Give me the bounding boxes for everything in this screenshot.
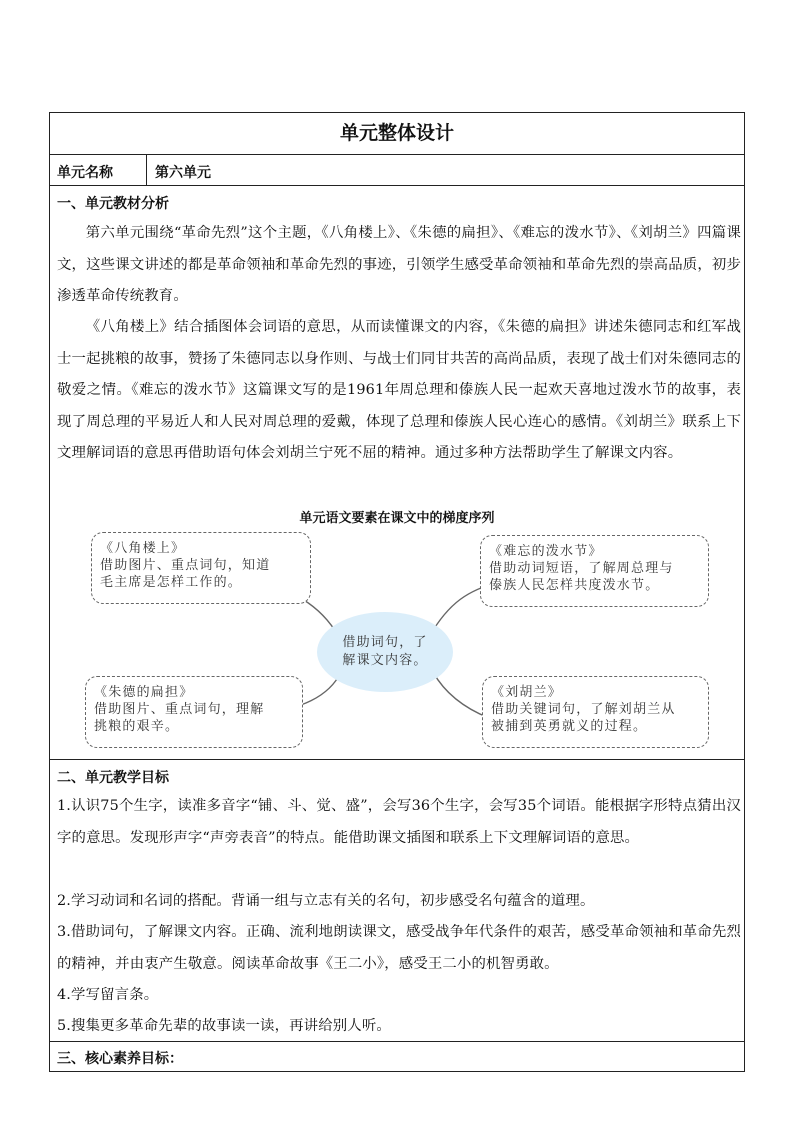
- divider: [49, 185, 745, 186]
- diagram-title: 单元语文要素在课文中的梯度序列: [299, 511, 495, 526]
- goal-item-5: 5.搜集更多革命先辈的故事读一读，再讲给别人听。: [57, 1018, 391, 1034]
- unit-name-value: 第六单元: [155, 165, 211, 181]
- unit-name-label: 单元名称: [57, 165, 113, 181]
- box-line: 被捕到英勇就义的过程。: [491, 719, 648, 734]
- goal-item-2: 2.学习动词和名词的搭配。背诵一组与立志有关的名句，初步感受名句蕴含的道理。: [57, 893, 595, 909]
- goal-item-4: 4.学写留言条。: [57, 987, 159, 1003]
- divider: [49, 154, 745, 155]
- box-baijiaolou: [91, 532, 311, 604]
- section-heading-analysis: 一、单元教材分析: [57, 196, 169, 212]
- box-line: 傣族人民怎样共度泼水节。: [489, 578, 660, 593]
- page-title: 单元整体设计: [339, 122, 454, 144]
- section-heading-literacy: 三、核心素养目标：: [57, 1051, 183, 1067]
- goal-item-1: 1.认识75个生字，读准多音字“铺、斗、觉、盛”，会写36个生字，会写35个词语。能根据字形特点猜出汉字的意思。发现形声字“声旁表音”的特点。能借助课文插图和联系上下文理解词语的意思。: [57, 798, 741, 846]
- box-title: 《朱德的扁担》: [94, 685, 194, 700]
- box-line: 毛主席是怎样工作的。: [100, 575, 243, 590]
- analysis-paragraph-2: 《八角楼上》结合插图体会词语的意思，从而读懂课文的内容，《朱德的扁担》讲述朱德同志和红军战士一起挑粮的故事，赞扬了朱德同志以身作则、与战士们同甘共苦的高尚品质，表现了战士们对朱德同志的敬爱之情。《难忘的泼水节》这篇课文写的是1961年周总理和傣族人民一起欢天喜地过泼水节的故事，表现了周总理的平易近人和人民对周总理的爱戴，体现了总理和傣族人民心连心的感情。《刘胡兰》联系上下文理解词语的意思再借助语句体会刘胡兰宁死不屈的精神。通过多种方法帮助学生了解课文内容。: [57, 319, 741, 461]
- box-liuhulan: [482, 676, 709, 748]
- connector-bottom-right: [433, 672, 489, 718]
- analysis-paragraph-1: 第六单元围绕“革命先烈”这个主题，《八角楼上》、《朱德的扁担》、《难忘的泼水节》、《刘胡兰》四篇课文，这些课文讲述的都是革命领袖和革命先烈的事迹，引领学生感受革命领袖和革命先烈的崇高品质，初步渗透革命传统教育。: [57, 225, 741, 304]
- box-line: 借助图片、重点词句，理解: [94, 702, 265, 717]
- divider: [146, 154, 147, 185]
- unit-design-table: [49, 112, 745, 1072]
- goal-item-3: 3.借助词句，了解课文内容。正确、流利地朗读课文，感受战争年代条件的艰苦，感受革命领袖和革命先烈的精神，并由衷产生敬意。阅读革命故事《王二小》，感受王二小的机智勇敢。: [57, 924, 741, 972]
- box-zhude: [85, 676, 303, 748]
- box-poshuijie: [480, 535, 709, 607]
- box-line: 借助关键词句，了解刘胡兰从: [491, 702, 676, 717]
- box-line: 挑粮的艰辛。: [94, 719, 180, 734]
- section-heading-goals: 二、单元教学目标: [57, 770, 169, 786]
- center-line: 解课文内容。: [342, 653, 428, 668]
- box-line: 借助动词短语，了解周总理与: [489, 561, 674, 576]
- center-line: 借助词句，了: [342, 635, 428, 650]
- divider: [49, 1041, 745, 1042]
- mind-map-center: [317, 612, 453, 692]
- box-title: 《难忘的泼水节》: [489, 544, 603, 559]
- box-line: 借助图片、重点词句，知道: [100, 558, 271, 573]
- divider: [49, 759, 745, 760]
- mind-map: [49, 532, 745, 757]
- box-title: 《八角楼上》: [100, 541, 186, 556]
- box-title: 《刘胡兰》: [491, 685, 563, 700]
